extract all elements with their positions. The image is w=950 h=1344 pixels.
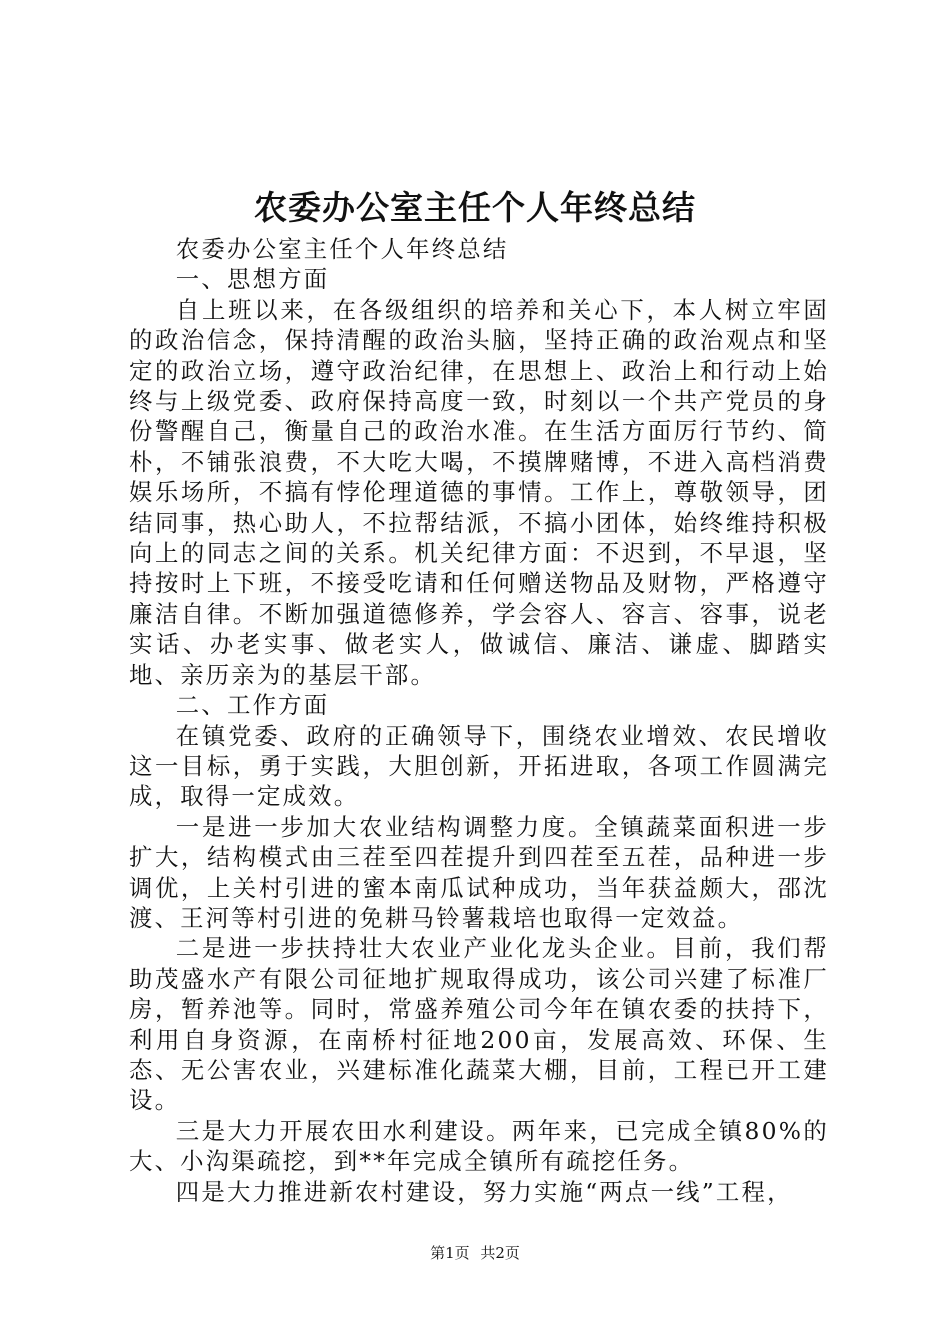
- document-title: 农委办公室主任个人年终总结: [254, 188, 696, 227]
- body-paragraph: 在镇党委、政府的正确领导下，围绕农业增效、农民增收这一目标，勇于实践，大胆创新，开拓进取，各项工作圆满完成，取得一定成效。: [129, 721, 829, 811]
- body-paragraph: 一是进一步加大农业结构调整力度。全镇蔬菜面积进一步扩大，结构模式由三茬至四茬提升到四茬至五茬，品种进一步调优，上关村引进的蜜本南瓜试种成功，当年获益颇大，邵沈渡、王河等村引进的免耕马铃薯栽培也取得一定效益。: [129, 812, 829, 932]
- body-paragraph: 三是大力开展农田水利建设。两年来，已完成全镇80%的大、小沟渠疏挖，到**年完成全镇所有疏挖任务。: [129, 1116, 829, 1176]
- page-number: 第1页: [430, 1244, 470, 1262]
- page-total: 共2页: [480, 1244, 520, 1262]
- body-paragraph: 自上班以来，在各级组织的培养和关心下，本人树立牢固的政治信念，保持清醒的政治头脑，坚持正确的政治观点和坚定的政治立场，遵守政治纪律，在思想上、政治上和行动上始终与上级党委、政府保持高度一致，时刻以一个共产党员的身份警醒自己，衡量自己的政治水准。在生活方面厉行节约、简朴，不铺张浪费，不大吃大喝，不摸牌赌博，不进入高档消费娱乐场所，不搞有悖伦理道德的事情。工作上，尊敬领导，团结同事，热心助人，不拉帮结派，不搞小团体，始终维持积极向上的同志之间的关系。机关纪律方面：不迟到，不早退，坚持按时上下班，不接受吃请和任何赠送物品及财物，严格遵守廉洁自律。不断加强道德修养，学会容人、容言、容事，说老实话、办老实事、做老实人，做诚信、廉洁、谦虚、脚踏实地、亲历亲为的基层干部。: [129, 295, 829, 689]
- page-footer: [0, 1243, 950, 1263]
- subtitle-paragraph: 农委办公室主任个人年终总结: [175, 235, 509, 263]
- document-body: [129, 234, 829, 1207]
- body-paragraph: 四是大力推进新农村建设，努力实施“两点一线”工程，: [175, 1177, 793, 1206]
- section-heading-work: 二、工作方面: [175, 691, 330, 720]
- body-paragraph: 二是进一步扶持壮大农业产业化龙头企业。目前，我们帮助茂盛水产有限公司征地扩规取得成功，该公司兴建了标准厂房，暂养池等。同时，常盛养殖公司今年在镇农委的扶持下，利用自身资源，在南桥村征地200亩，发展高效、环保、生态、无公害农业，兴建标准化蔬菜大棚，目前，工程已开工建设。: [129, 934, 829, 1115]
- section-heading-thought: 一、思想方面: [175, 265, 330, 294]
